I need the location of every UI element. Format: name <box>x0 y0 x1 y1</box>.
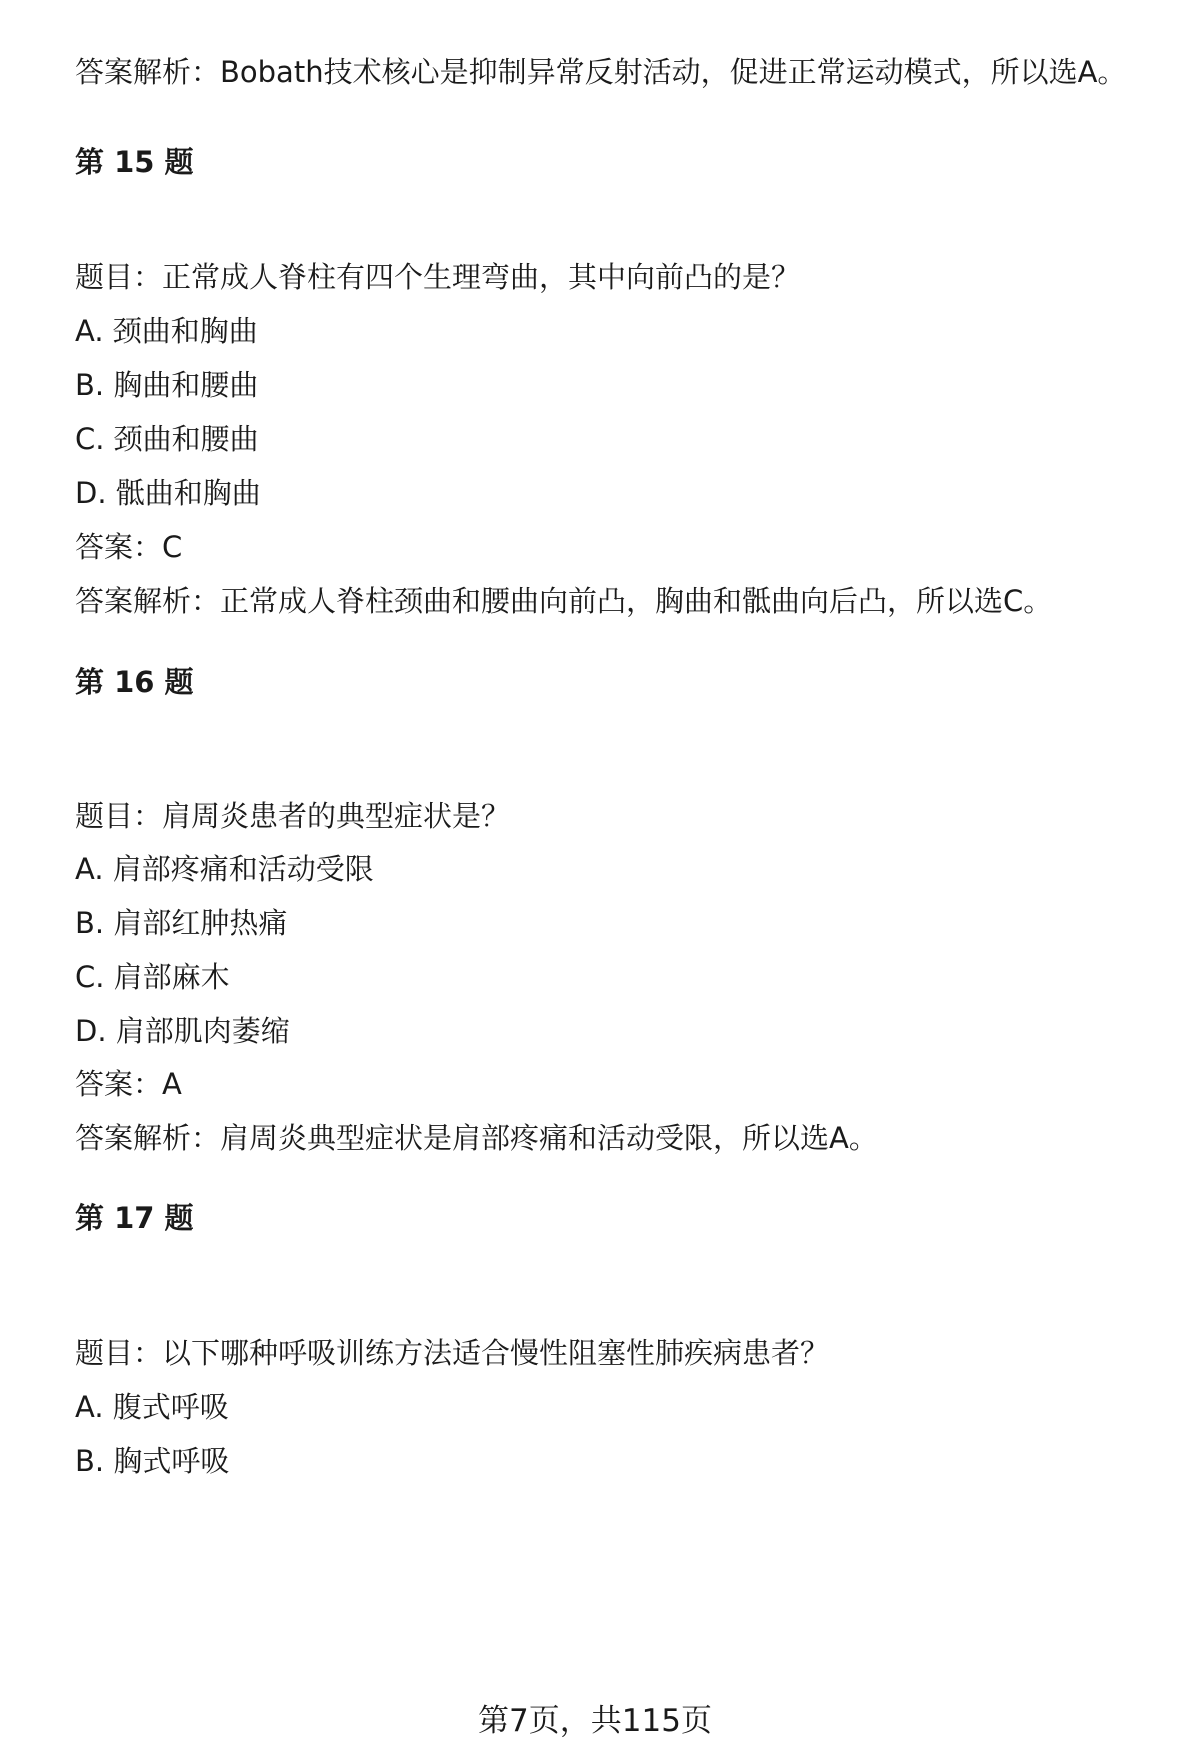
q14-explanation: 答案解析：Bobath技术核心是抑制异常反射活动，促进正常运动模式，所以选A。 <box>75 55 1127 89</box>
q15-option-c: C. 颈曲和腰曲 <box>75 422 259 456</box>
q15-option-b: B. 胸曲和腰曲 <box>75 368 259 402</box>
q15-question: 题目：正常成人脊柱有四个生理弯曲，其中向前凸的是？ <box>75 260 801 294</box>
q16-option-c: C. 肩部麻木 <box>75 960 230 994</box>
q16-heading: 第 16 题 <box>75 665 194 699</box>
q16-option-b: B. 肩部红肿热痛 <box>75 906 288 940</box>
q17-question: 题目：以下哪种呼吸训练方法适合慢性阻塞性肺疾病患者？ <box>75 1336 830 1370</box>
page-number-footer: 第7页，共115页 <box>478 1703 712 1739</box>
q17-heading: 第 17 题 <box>75 1201 194 1235</box>
q16-explanation: 答案解析：肩周炎典型症状是肩部疼痛和活动受限，所以选A。 <box>75 1121 878 1155</box>
q16-answer: 答案：A <box>75 1067 182 1101</box>
q17-option-a: A. 腹式呼吸 <box>75 1390 229 1424</box>
q15-option-a: A. 颈曲和胸曲 <box>75 314 258 348</box>
q16-option-a: A. 肩部疼痛和活动受限 <box>75 852 374 886</box>
q16-option-d: D. 肩部肌肉萎缩 <box>75 1014 290 1048</box>
q17-option-b: B. 胸式呼吸 <box>75 1444 230 1478</box>
q15-heading: 第 15 题 <box>75 145 194 179</box>
q15-option-d: D. 骶曲和胸曲 <box>75 476 261 510</box>
q16-question: 题目：肩周炎患者的典型症状是？ <box>75 799 511 833</box>
q15-answer: 答案：C <box>75 530 183 564</box>
q15-explanation: 答案解析：正常成人脊柱颈曲和腰曲向前凸，胸曲和骶曲向后凸，所以选C。 <box>75 584 1053 618</box>
